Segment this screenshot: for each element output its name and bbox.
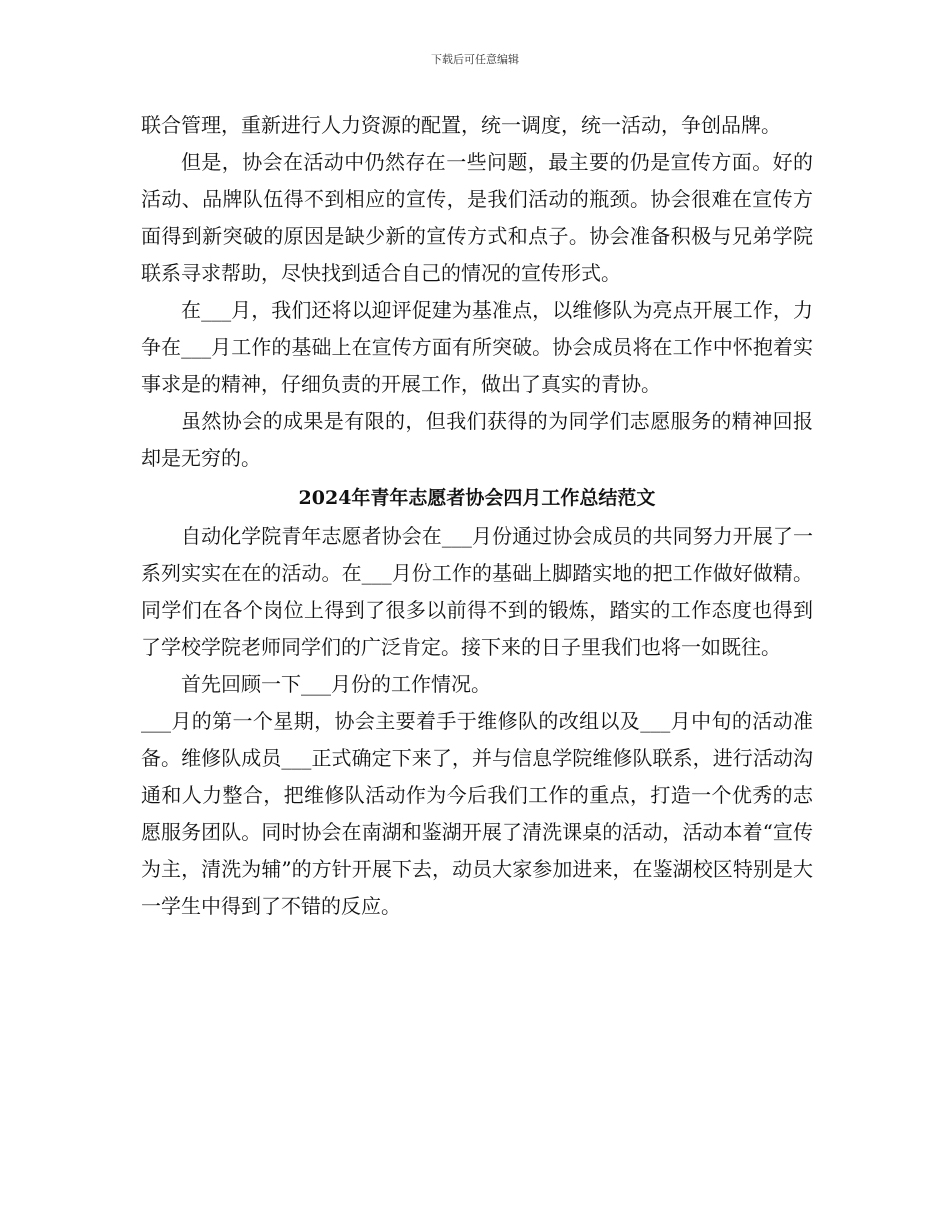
paragraph: 在___月，我们还将以迎评促建为基准点，以维修队为亮点开展工作，力争在___月工作的基础上在宣传方面有所突破。协会成员将在工作中怀抱着实事求是的精神，仔细负责的开展工作，做出了真实的青协。 <box>141 298 813 396</box>
paragraph: 联合管理，重新进行人力资源的配置，统一调度，统一活动，争创品牌。 <box>141 113 781 137</box>
paragraph: 首先回顾一下___月份的工作情况。 <box>181 672 491 696</box>
document-body <box>141 107 813 925</box>
paragraph: ___月的第一个星期，协会主要着手于维修队的改组以及___月中旬的活动准备。维修队成员___正式确定下来了，并与信息学院维修队联系，进行活动沟通和人力整合，把维修队活动作为今后我们工作的重点，打造一个优秀的志愿服务团队。同时协会在南湖和鉴湖开展了清洗课桌的活动，活动本着“宣传为主，清洗为辅”的方针开展下去，动员大家参加进来，在鉴湖校区特别是大一学生中得到了不错的反应。 <box>141 709 813 918</box>
paragraph: 但是，协会在活动中仍然存在一些问题，最主要的仍是宣传方面。好的活动、品牌队伍得不到相应的宣传，是我们活动的瓶颈。协会很难在宣传方面得到新突破的原因是缺少新的宣传方式和点子。协会准备积极与兄弟学院联系寻求帮助，尽快找到适合自己的情况的宣传形式。 <box>141 150 813 285</box>
paragraph: 自动化学院青年志愿者协会在___月份通过协会成员的共同努力开展了一系列实实在在的活动。在___月份工作的基础上脚踏实地的把工作做好做精。同学们在各个岗位上得到了很多以前得不到的锻炼，踏实的工作态度也得到了学校学院老师同学们的广泛肯定。接下来的日子里我们也将一如既往。 <box>141 524 813 659</box>
page-header: 下载后可任意编辑 <box>431 53 519 66</box>
section-title: 2024年青年志愿者协会四月工作总结范文 <box>298 487 656 509</box>
paragraph: 虽然协会的成果是有限的，但我们获得的为同学们志愿服务的精神回报却是无穷的。 <box>141 409 813 470</box>
